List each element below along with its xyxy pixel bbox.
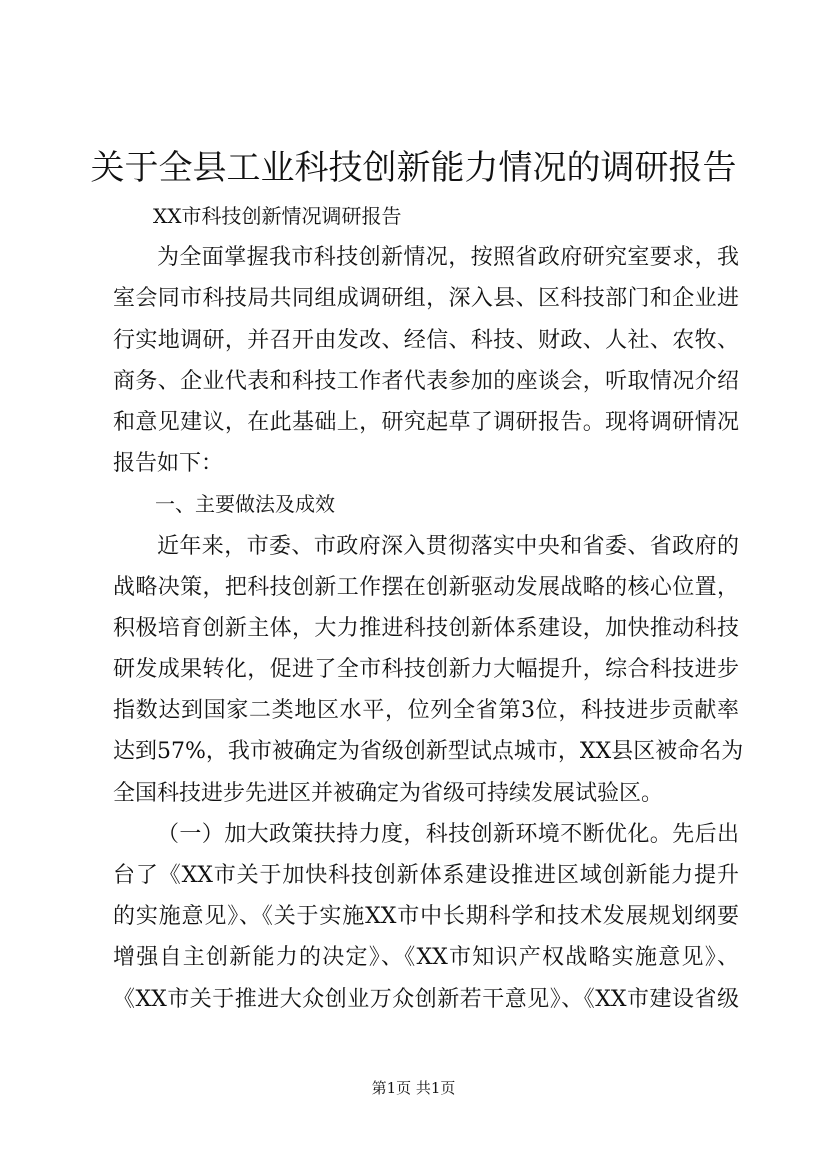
paragraph-line: 增强自主创新能力的决定》、《XX市知识产权战略实施意见》、 bbox=[113, 945, 739, 971]
paragraph-line: 研发成果转化，促进了全市科技创新力大幅提升，综合科技进步 bbox=[113, 657, 739, 683]
paragraph-line: 达到57%，我市被确定为省级创新型试点城市，XX县区被命名为 bbox=[113, 739, 744, 765]
paragraph-line: 室会同市科技局共同组成调研组，深入县、区科技部门和企业进 bbox=[113, 286, 739, 312]
paragraph-line: 台了《XX市关于加快科技创新体系建设推进区域创新能力提升 bbox=[113, 863, 739, 888]
paragraph-line: 战略决策，把科技创新工作摆在创新驱动发展战略的核心位置， bbox=[113, 574, 739, 600]
section-heading: 一、主要做法及成效 bbox=[155, 492, 335, 517]
paragraph-line: （一）加大政策扶持力度，科技创新环境不断优化。先后出 bbox=[157, 821, 739, 847]
paragraph-line: 和意见建议，在此基础上，研究起草了调研报告。现将调研情况 bbox=[113, 409, 739, 435]
paragraph-line: 全国科技进步先进区并被确定为省级可持续发展试验区。 bbox=[113, 780, 664, 806]
paragraph-line: 为全面掌握我市科技创新情况，按照省政府研究室要求，我 bbox=[157, 245, 739, 271]
paragraph-line: 近年来，市委、市政府深入贯彻落实中央和省委、省政府的 bbox=[157, 533, 739, 559]
report-subtitle: XX市科技创新情况调研报告 bbox=[153, 204, 402, 228]
paragraph-line: 报告如下： bbox=[113, 451, 224, 477]
paragraph-line: 指数达到国家二类地区水平，位列全省第3位，科技进步贡献率 bbox=[113, 698, 739, 724]
paragraph-line: 商务、企业代表和科技工作者代表参加的座谈会，听取情况介绍 bbox=[113, 368, 739, 394]
paragraph-line: 积极培育创新主体，大力推进科技创新体系建设，加快推动科技 bbox=[113, 615, 739, 641]
document-title: 关于全县工业科技创新能力情况的调研报告 bbox=[90, 148, 737, 188]
paragraph-line: 的实施意见》、《关于实施XX市中长期科学和技术发展规划纲要 bbox=[113, 904, 739, 930]
document-body bbox=[113, 196, 744, 1020]
paragraph-line: 《XX市关于推进大众创业万众创新若干意见》、《XX市建设省级 bbox=[113, 986, 739, 1012]
page-number-footer: 第1页 共1页 bbox=[371, 1079, 456, 1097]
paragraph-line: 行实地调研，并召开由发改、经信、科技、财政、人社、农牧、 bbox=[113, 327, 739, 353]
